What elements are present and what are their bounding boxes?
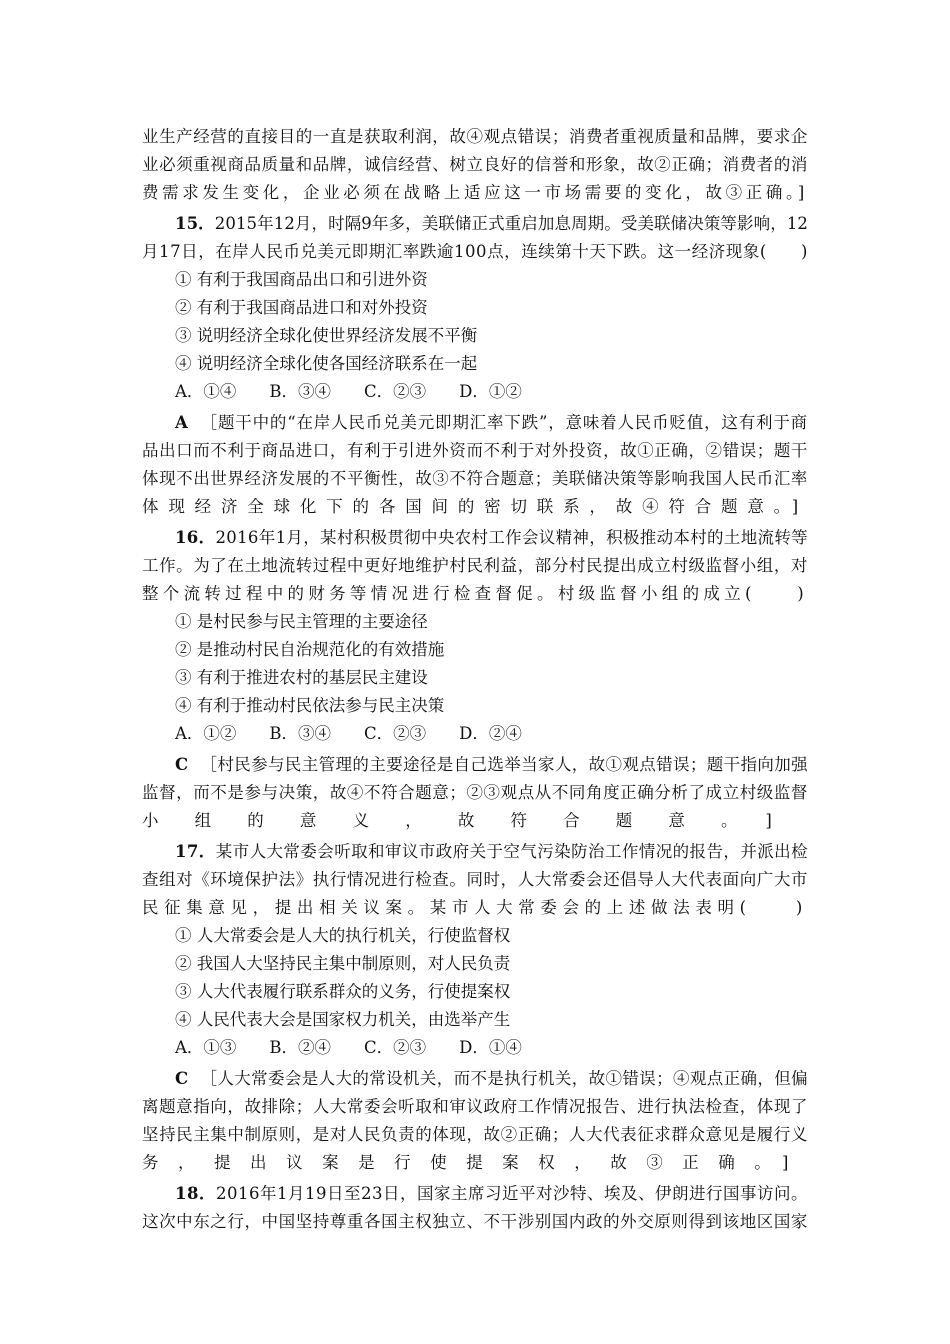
question-option [175, 1010, 510, 1030]
answer-explanation [175, 755, 808, 775]
answer-letter: C [175, 1069, 189, 1088]
question-stem [175, 1184, 808, 1204]
text-line [142, 556, 808, 576]
question-stem [175, 528, 808, 548]
line-text: 离题意指向，故排除；人大常委会听取和审议政府工作情况报告、进行执法检查，体现了 [142, 1097, 808, 1116]
line-text: 业生产经营的直接目的一直是获取利润，故④观点错误；消费者重视质量和品牌，要求企 [142, 127, 808, 146]
text-line [142, 127, 808, 147]
line-text: ① 是村民参与民主管理的主要途径 [175, 612, 428, 631]
line-text: 民征集意见，提出相关议案。某市人大常委会的上述做法表明( ) [142, 898, 808, 917]
line-text: ② 我国人大坚持民主集中制原则，对人民负责 [175, 954, 511, 973]
text-line [142, 497, 808, 517]
line-text: 务，提出议案是行使提案权，故③正确。] [142, 1153, 808, 1172]
text-line [142, 242, 808, 262]
line-text: ① 人大常委会是人大的执行机关，行使监督权 [175, 926, 511, 945]
line-text: 某市人大常委会听取和审议市政府关于空气污染防治工作情况的报告，并派出检 [215, 842, 808, 861]
text-line [142, 783, 808, 803]
question-option [175, 612, 428, 632]
line-text: 业必须重视商品质量和品牌，诚信经营、树立良好的信誉和形象，故②正确；消费者的消 [142, 155, 808, 174]
question-option [175, 270, 428, 290]
question-stem [175, 214, 808, 234]
question-option [175, 696, 444, 716]
question-option [175, 298, 428, 318]
answer-explanation [175, 1069, 808, 1089]
text-line [142, 183, 808, 203]
text-line [142, 1097, 808, 1117]
question-number: 18． [175, 1184, 216, 1203]
line-text: 2016年1月19日至23日，国家主席习近平对沙特、埃及、伊朗进行国事访问。 [215, 1184, 808, 1203]
answer-choices [175, 382, 522, 402]
line-text: ［村民参与民主管理的主要途径是自己选举当家人，故①观点错误；题干指向加强 [200, 755, 809, 774]
question-option [175, 982, 510, 1002]
line-text: 品出口而不利于商品进口，有利于引进外资而不利于对外投资，故①正确，②错误；题干 [142, 441, 808, 460]
line-text: A．①④ B．③④ C．②③ D．①② [175, 382, 522, 401]
line-text: A．①② B．③④ C．②③ D．②④ [175, 724, 522, 743]
text-line [142, 1212, 808, 1232]
line-text: ② 是推动村民自治规范化的有效措施 [175, 640, 445, 659]
text-line [142, 155, 808, 175]
line-text: ③ 说明经济全球化使世界经济发展不平衡 [175, 326, 478, 345]
question-stem [175, 842, 808, 862]
line-text: ［题干中的“在岸人民币兑美元即期汇率下跌”，意味着人民币贬值，这有利于商 [200, 413, 808, 432]
question-number: 16． [175, 528, 216, 547]
line-text: A．①③ B．②④ C．②③ D．①④ [175, 1038, 522, 1057]
line-text: ③ 有利于推进农村的基层民主建设 [175, 668, 428, 687]
line-text: 查组对《环境保护法》执行情况进行检查。同时，人大常委会还倡导人大代表面向广大市 [142, 870, 808, 889]
text-line [142, 1153, 808, 1173]
answer-explanation [175, 413, 808, 433]
answer-letter: C [175, 755, 189, 774]
line-text: 费需求发生变化，企业必须在战略上适应这一市场需要的变化，故③正确。] [142, 183, 808, 202]
line-text: 2016年1月，某村积极贯彻中央农村工作会议精神，积极推动本村的土地流转等 [215, 528, 808, 547]
text-line [142, 870, 808, 890]
line-text: 这次中东之行，中国坚持尊重各国主权独立、不干涉别国内政的外交原则得到该地区国家 [142, 1212, 808, 1231]
line-text: 整个流转过程中的财务等情况进行检查督促。村级监督小组的成立( ) [142, 584, 808, 603]
question-option [175, 640, 444, 660]
answer-letter: A [175, 413, 189, 432]
answer-choices [175, 1038, 522, 1058]
line-text: ③ 人大代表履行联系群众的义务，行使提案权 [175, 982, 511, 1001]
line-text: 月17日，在岸人民币兑美元即期汇率跌逾100点，连续第十天下跌。这一经济现象( ) [142, 242, 808, 261]
line-text: 监督，而不是参与决策，故④不符合题意；②③观点从不同角度正确分析了成立村级监督 [142, 783, 808, 802]
question-option [175, 326, 477, 346]
line-text: 工作。为了在土地流转过程中更好地维护村民利益，部分村民提出成立村级监督小组，对 [142, 556, 808, 575]
line-text: 体现不出世界经济发展的不平衡性，故③不符合题意；美联储决策等影响我国人民币汇率 [142, 469, 808, 488]
question-number: 17． [175, 842, 216, 861]
line-text: ［人大常委会是人大的常设机关，而不是执行机关，故①错误；④观点正确，但偏 [200, 1069, 809, 1088]
text-line [142, 469, 808, 489]
question-number: 15． [175, 214, 215, 233]
question-option [175, 926, 510, 946]
line-text: 小组的意义，故符合题意。] [142, 811, 808, 830]
line-text: ② 有利于我国商品进口和对外投资 [175, 298, 428, 317]
line-text: 体现经济全球化下的各国间的密切联系，故④符合题意。] [142, 497, 808, 516]
line-text: ④ 有利于推动村民依法参与民主决策 [175, 696, 445, 715]
text-line [142, 441, 808, 461]
text-line [142, 898, 808, 918]
line-text: ④ 说明经济全球化使各国经济联系在一起 [175, 354, 478, 373]
text-line [142, 584, 808, 604]
line-text: 坚持民主集中制原则，是对人民负责的体现，故②正确；人大代表征求群众意见是履行义 [142, 1125, 808, 1144]
text-line [142, 1125, 808, 1145]
line-text: ④ 人民代表大会是国家权力机关，由选举产生 [175, 1010, 511, 1029]
text-line [142, 811, 808, 831]
line-text: ① 有利于我国商品出口和引进外资 [175, 270, 428, 289]
answer-choices [175, 724, 522, 744]
question-option [175, 954, 510, 974]
line-text: 2015年12月，时隔9年多，美联储正式重启加息周期。受美联储决策等影响，12 [214, 214, 809, 233]
question-option [175, 668, 428, 688]
question-option [175, 354, 477, 374]
